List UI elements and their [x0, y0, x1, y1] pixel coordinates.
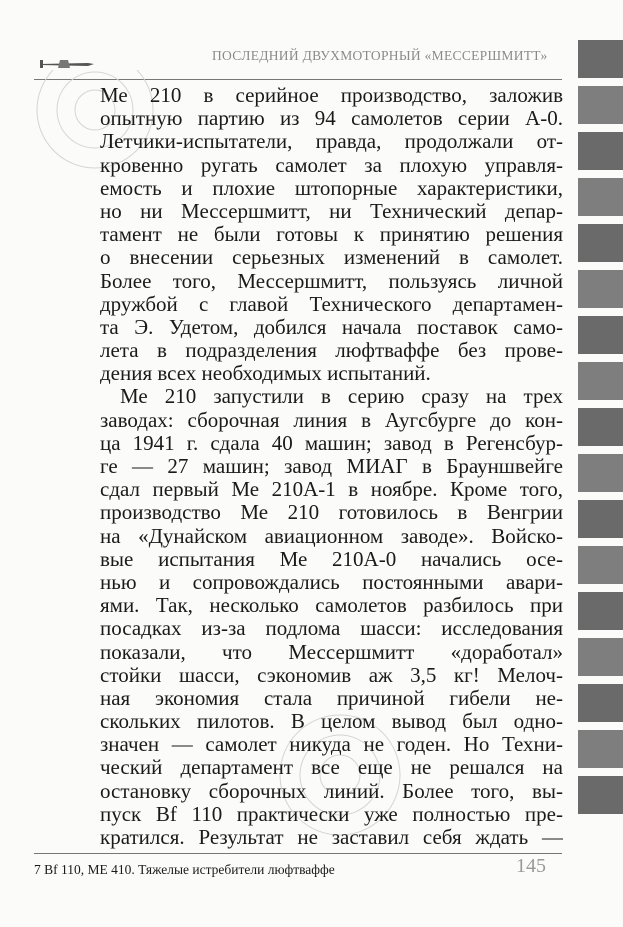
text-line: на «Дунайском авиационном заводе». Войско- [100, 524, 563, 548]
text-line: ца 1941 г. сдала 40 машин; завод в Регенсбур- [100, 431, 563, 455]
text-line: значен — самолет никуда не годен. Но Техни- [100, 733, 563, 757]
text-line: лета в подразделения люфтваффе без прове- [100, 339, 563, 363]
footer-rule [34, 853, 562, 854]
text-line: ями. Так, несколько самолетов разбилось при [100, 594, 563, 618]
text-line: тамент не были готовы к принятию решения [100, 223, 563, 247]
text-line: о внесении серьезных изменений в самолет. [100, 246, 563, 270]
text-line: скольких пилотов. В целом вывод был одно- [100, 710, 563, 734]
thumb-index-stripe [578, 40, 623, 848]
text-line: сдал первый Ме 210А-1 в ноябре. Кроме того, [100, 478, 563, 502]
text-line: остановку сборочных линий. Более того, вы- [100, 779, 563, 803]
page-number: 145 [516, 855, 546, 877]
text-line: вые испытания Ме 210А-0 начались осе- [100, 547, 563, 571]
text-line: кровенно ругать самолет за плохую управля- [100, 153, 563, 177]
text-line: емость и плохие штопорные характеристики, [100, 176, 563, 200]
text-line: ге — 27 машин; завод МИАГ в Брауншвейге [100, 455, 563, 478]
text-line: дения всех необходимых испытаний. [100, 362, 431, 386]
text-line: ческий департамент все еще не решался на [100, 756, 563, 780]
running-title: ПОСЛЕДНИЙ ДВУХМОТОРНЫЙ «МЕССЕРШМИТТ» [212, 48, 548, 63]
text-line: посадках из-за подлома шасси: исследования [100, 617, 563, 641]
text-line: ная экономия стала причиной гибели не- [100, 686, 563, 710]
text-line: заводах: сборочная линия в Аугсбурге до кон- [100, 408, 563, 432]
text-line: та Э. Удетом, добился начала поставок само- [100, 315, 563, 339]
text-line: дружбой с главой Технического департамен- [100, 292, 563, 316]
book-title: 7 Bf 110, МЕ 410. Тяжелые истребители люфтваффе [34, 862, 335, 877]
header-rule [34, 79, 562, 80]
text-line: но ни Мессершмитт, ни Технический депар- [100, 199, 563, 223]
text-line: опытную партию из 94 самолетов серии А-0. [100, 107, 563, 131]
text-line: производство Ме 210 готовилось в Венгрии [100, 501, 563, 525]
text-line: Ме 210 в серийное производство, заложив [100, 84, 563, 107]
text-line: Летчики-испытатели, правда, продолжали от- [100, 130, 563, 154]
text-line: нью и сопровождались постоянными авари- [100, 570, 563, 594]
text-line: Более того, Мессершмитт, пользуясь личной [100, 269, 563, 293]
text-line: кратился. Результат не заставил себя ждать — [100, 826, 563, 849]
airplane-icon [38, 58, 96, 70]
text-line: показали, что Мессершмитт «доработал» [100, 640, 563, 664]
text-line: Ме 210 запустили в серию сразу на трех [120, 385, 563, 409]
body-text [100, 84, 563, 849]
text-line: пуск Bf 110 практически уже полностью пре- [100, 802, 563, 826]
text-line: стойки шасси, сэкономив аж 3,5 кг! Мелоч- [100, 663, 563, 687]
